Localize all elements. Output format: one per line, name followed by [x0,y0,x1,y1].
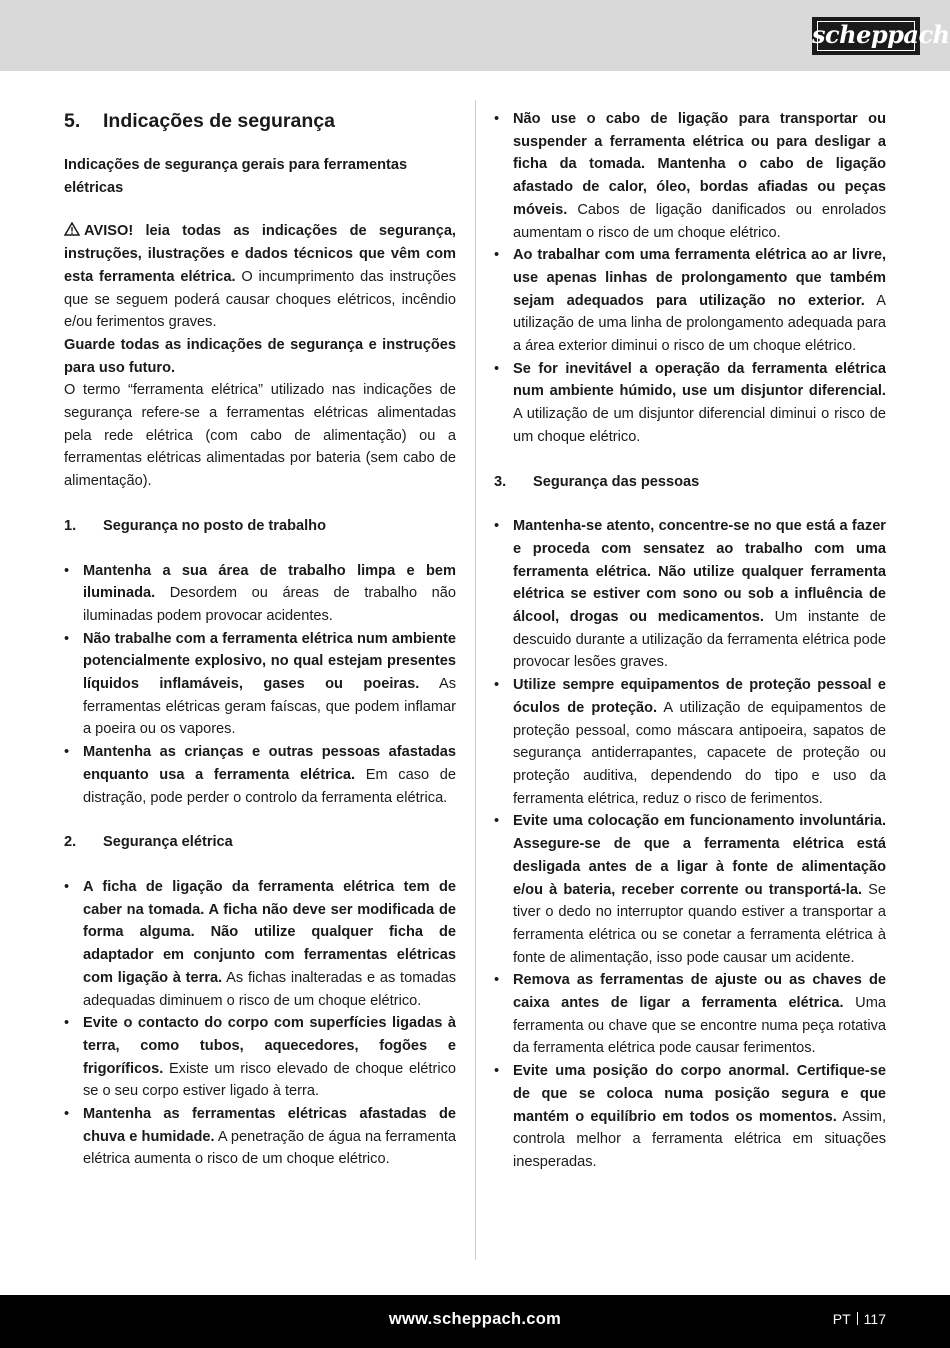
item-text: Desordem ou áreas de trabalho não iluminadas podem provocar acidentes. [83,585,456,624]
section-title-text: Indicações de segurança [103,110,335,132]
scheppach-logo [812,17,950,55]
column-divider [475,100,476,1260]
section-1-title: Segurança no posto de trabalho [103,517,326,534]
left-column [64,108,456,1171]
language-code: PT [832,1311,851,1327]
section-3-number: 3. [494,473,507,490]
item-text: A utilização de uma linha de prolongamento adequada para a área exterior diminui o risco de um choque elétrico. [513,292,886,355]
item-text: As fichas inalteradas e as tomadas adequadas diminuem o risco de um choque elétrico. [83,969,456,1009]
item-text: A penetração de água na ferramenta elétrica aumenta o risco de um choque elétrico. [83,1128,456,1168]
item-text: A utilização de equipamentos de proteção pessoal, como máscara antipoeira, sapatos de segurança antiderrapantes, capacete de proteção ou proteção auditiva, dependendo do tipo e uso da ferramenta elétrica, reduz o risco de ferimentos. [513,699,886,807]
item-bold: Evite uma colocação em funcionamento involuntária. Assegure-se de que a ferramenta elétrica está desligada antes de a ligar à fonte de alimentação e/ou à bateria, receber corrente ou transportá-la. [513,813,886,898]
page-header [0,0,950,71]
item-bold: Remova as ferramentas de ajuste ou as chaves de caixa antes de ligar a ferramenta elétrica. [513,972,886,1012]
section-1-heading [64,515,456,538]
item-text: Assim, controla melhor a ferramenta elétrica em situações inesperadas. [513,1108,886,1170]
section-2-list [64,876,456,1171]
item-bold: Mantenha as ferramentas elétricas afastadas de chuva e humidade. [83,1106,456,1145]
list-item [494,1060,886,1174]
item-bold: A ficha de ligação da ferramenta elétrica tem de caber na tomada. A ficha não deve ser modificada de forma alguma. Não utilize qualquer ficha de adaptador em conjunto com ferramentas elétricas com ligação à terra. [83,878,456,986]
item-text: Cabos de ligação danificados ou enrolados aumentam o risco de um choque elétrico. [513,201,886,241]
keep-instructions-bold: Guarde todas as indicações de segurança e instruções para uso futuro. [64,336,456,376]
item-bold: Mantenha as crianças e outras pessoas afastadas enquanto usa a ferramenta elétrica. [83,744,456,783]
list-item [494,108,886,244]
warning-paragraph [64,220,456,334]
section-title [64,108,456,134]
item-text: As ferramentas elétricas geram faíscas, que podem inflamar a poeira ou os vapores. [83,676,457,738]
item-bold: Mantenha a sua área de trabalho limpa e bem iluminada. [83,562,456,602]
section-3-heading [494,471,886,494]
item-bold: Mantenha-se atento, concentre-se no que está a fazer e proceda com sensatez ao trabalho com uma ferramenta elétrica. Não utilize qualquer ferramenta elétrica se estiver com sono ou sob a influência de álcool, drogas ou medicamentos. [513,518,886,626]
section-1-list [64,560,456,810]
item-bold: Se for inevitável a operação da ferramenta elétrica num ambiente húmido, use um disjuntor diferencial. [513,360,886,400]
section-2-heading [64,831,456,854]
item-bold: Evite uma posição do corpo anormal. Certifique-se de que se coloca numa posição segura e que mantém o equilíbrio em todos os momentos. [513,1063,886,1125]
list-item [494,244,886,358]
section-title-number: 5. [64,110,81,132]
page-separator [857,1312,858,1325]
section-2-title: Segurança elétrica [103,834,233,851]
section-3-list [494,515,886,1173]
page-number [833,1311,886,1327]
item-bold: Utilize sempre equipamentos de proteção pessoal e óculos de proteção. [513,677,886,716]
item-bold: Não use o cabo de ligação para transportar ou suspender a ferramenta elétrica ou para desligar a ficha da tomada. Mantenha o cabo de ligação afastado de calor, óleo, bordas afiadas ou peças móveis. [513,111,886,218]
item-bold: Não trabalhe com a ferramenta elétrica num ambiente potencialmente explosivo, no qual estejam presentes líquidos inflamáveis, gases ou poeiras. [83,630,456,693]
list-item [64,1103,456,1171]
item-text: A utilização de um disjuntor diferencial diminui o risco de um choque elétrico. [513,406,886,445]
list-item [64,876,456,1012]
warning-text: O incumprimento das instruções que se seguem poderá causar choques elétricos, incêndio e/ou ferimentos graves. [64,268,457,331]
logo-text: scheppach [812,20,950,49]
item-text: Em caso de distração, pode perder o controlo da ferramenta elétrica. [83,766,456,806]
list-item [494,515,886,674]
list-item [64,628,456,742]
list-item [494,674,886,810]
list-item [64,741,456,809]
item-text: Um instante de descuido durante a utilização da ferramenta elétrica pode provocar lesões graves. [513,609,886,671]
item-text: Existe um risco elevado de choque elétrico se o seu corpo estiver ligado à terra. [83,1060,456,1100]
list-item [494,358,886,449]
section-3-title: Segurança das pessoas [533,473,700,490]
warning-bold: AVISO! leia todas as indicações de segurança, instruções, ilustrações e dados técnicos que vêm com esta ferramenta elétrica. [64,223,456,285]
page-footer [0,1295,950,1348]
item-bold: Ao trabalhar com uma ferramenta elétrica ao ar livre, use apenas linhas de prolongamento que também sejam adequados para utilização no exterior. [513,247,886,309]
item-bold: Evite o contacto do corpo com superfícies ligadas à terra, como tubos, aquecedores, fogões e frigoríficos. [83,1015,456,1077]
section-2-list-continued [494,108,886,449]
logo-frame [817,21,915,51]
list-item [494,810,886,969]
term-paragraph: O termo “ferramenta elétrica” utilizado nas indicações de segurança refere-se a ferramentas elétricas alimentadas pela rede elétrica (com cabo de alimentação) ou a ferramentas elétricas alimentadas por bateria (sem cabo de alimentação). [64,382,456,490]
list-item [494,969,886,1060]
item-text: Se tiver o dedo no interruptor quando estiver a transportar a ferramenta elétrica ou se conetar a ferramenta elétrica à fonte de alimentação, isso pode causar um acidente. [513,881,887,966]
page-number-value: 117 [863,1311,886,1327]
website-link[interactable]: www.scheppach.com [388,1310,562,1328]
section-1-number: 1. [64,517,77,534]
subtitle: Indicações de segurança gerais para ferramentas elétricas [64,157,408,196]
warning-icon [64,222,80,236]
item-text: Uma ferramenta ou chave que se encontre numa peça rotativa da ferramenta elétrica pode causar ferimentos. [513,995,886,1057]
list-item [64,560,456,628]
list-item [64,1012,456,1103]
keep-instructions [64,334,456,379]
right-column [494,108,886,1174]
section-2-number: 2. [64,834,77,851]
